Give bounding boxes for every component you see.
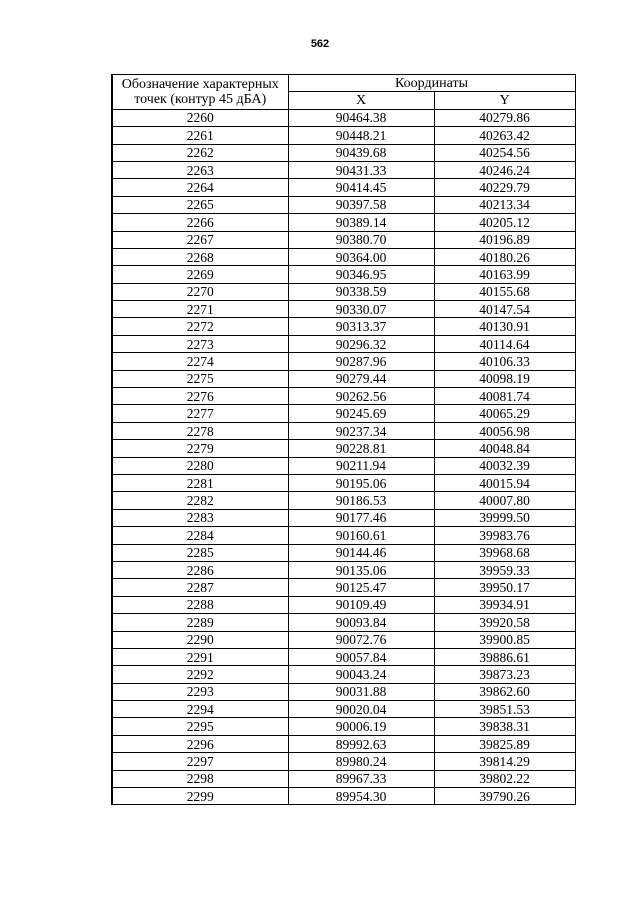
table-row <box>112 179 575 196</box>
point-id-cell: 2282 <box>112 492 288 509</box>
table-row <box>112 614 575 631</box>
x-coordinate-cell: 90313.37 <box>288 318 434 335</box>
x-coordinate-cell: 90439.68 <box>288 144 434 161</box>
y-coordinate-cell: 40081.74 <box>434 388 575 405</box>
point-id-cell: 2287 <box>112 579 288 596</box>
x-coordinate-cell: 90031.88 <box>288 683 434 700</box>
table-row <box>112 109 575 126</box>
x-coordinate-cell: 90338.59 <box>288 283 434 300</box>
x-coordinate-cell: 89992.63 <box>288 735 434 752</box>
y-coordinate-cell: 39886.61 <box>434 648 575 665</box>
point-label-line1: Обозначение характерных <box>121 76 279 92</box>
table-row <box>112 718 575 735</box>
table-row <box>112 405 575 422</box>
table-row <box>112 196 575 213</box>
coordinates-table <box>111 74 576 805</box>
y-coordinate-cell: 40205.12 <box>434 214 575 231</box>
x-coordinate-cell: 90093.84 <box>288 614 434 631</box>
y-coordinate-cell: 39790.26 <box>434 788 575 805</box>
table-row <box>112 283 575 300</box>
x-coordinate-cell: 90177.46 <box>288 509 434 526</box>
point-id-cell: 2284 <box>112 527 288 544</box>
point-id-cell: 2280 <box>112 457 288 474</box>
table-body <box>112 109 575 805</box>
point-id-cell: 2295 <box>112 718 288 735</box>
point-id-cell: 2267 <box>112 231 288 248</box>
x-coordinate-cell: 90057.84 <box>288 648 434 665</box>
point-id-cell: 2273 <box>112 335 288 352</box>
x-coordinate-cell: 90043.24 <box>288 666 434 683</box>
table-row <box>112 492 575 509</box>
point-id-cell: 2296 <box>112 735 288 752</box>
y-coordinate-cell: 40056.98 <box>434 422 575 439</box>
y-coordinate-cell: 39851.53 <box>434 701 575 718</box>
y-coordinate-cell: 39920.58 <box>434 614 575 631</box>
table-row <box>112 127 575 144</box>
x-coordinate-cell: 90397.58 <box>288 196 434 213</box>
y-coordinate-cell: 39862.60 <box>434 683 575 700</box>
table-row <box>112 301 575 318</box>
header-row <box>112 75 575 92</box>
y-coordinate-cell: 40279.86 <box>434 109 575 126</box>
point-id-cell: 2290 <box>112 631 288 648</box>
table-row <box>112 335 575 352</box>
point-id-cell: 2263 <box>112 161 288 178</box>
x-coordinate-cell: 90245.69 <box>288 405 434 422</box>
point-id-cell: 2288 <box>112 596 288 613</box>
y-coordinate-cell: 39959.33 <box>434 561 575 578</box>
y-coordinate-cell: 39999.50 <box>434 509 575 526</box>
x-coordinate-cell: 90125.47 <box>288 579 434 596</box>
y-coordinate-cell: 40007.80 <box>434 492 575 509</box>
y-coordinate-cell: 40180.26 <box>434 248 575 265</box>
table-row <box>112 544 575 561</box>
x-coordinate-cell: 90287.96 <box>288 353 434 370</box>
x-coordinate-cell: 90279.44 <box>288 370 434 387</box>
point-id-cell: 2264 <box>112 179 288 196</box>
x-coordinate-cell: 90135.06 <box>288 561 434 578</box>
table-row <box>112 422 575 439</box>
x-coordinate-cell: 90228.81 <box>288 440 434 457</box>
point-id-cell: 2266 <box>112 214 288 231</box>
point-id-cell: 2271 <box>112 301 288 318</box>
y-column-header: Y <box>434 92 575 109</box>
point-id-cell: 2269 <box>112 266 288 283</box>
y-coordinate-cell: 40106.33 <box>434 353 575 370</box>
point-id-cell: 2299 <box>112 788 288 805</box>
point-id-cell: 2292 <box>112 666 288 683</box>
table-row <box>112 683 575 700</box>
y-coordinate-cell: 40015.94 <box>434 474 575 491</box>
x-coordinate-cell: 90006.19 <box>288 718 434 735</box>
y-coordinate-cell: 40229.79 <box>434 179 575 196</box>
point-id-cell: 2278 <box>112 422 288 439</box>
point-id-cell: 2274 <box>112 353 288 370</box>
y-coordinate-cell: 40065.29 <box>434 405 575 422</box>
point-id-cell: 2279 <box>112 440 288 457</box>
table-row <box>112 440 575 457</box>
point-id-cell: 2268 <box>112 248 288 265</box>
y-coordinate-cell: 39983.76 <box>434 527 575 544</box>
point-id-cell: 2265 <box>112 196 288 213</box>
point-id-cell: 2272 <box>112 318 288 335</box>
table-row <box>112 527 575 544</box>
table-row <box>112 701 575 718</box>
y-coordinate-cell: 40246.24 <box>434 161 575 178</box>
table-row <box>112 579 575 596</box>
y-coordinate-cell: 39838.31 <box>434 718 575 735</box>
y-coordinate-cell: 40147.54 <box>434 301 575 318</box>
y-coordinate-cell: 39950.17 <box>434 579 575 596</box>
table-row <box>112 388 575 405</box>
x-coordinate-cell: 90160.61 <box>288 527 434 544</box>
x-coordinate-cell: 89980.24 <box>288 753 434 770</box>
point-id-cell: 2276 <box>112 388 288 405</box>
table-row <box>112 561 575 578</box>
table-row <box>112 788 575 805</box>
point-id-cell: 2294 <box>112 701 288 718</box>
page-number: 562 <box>310 38 330 50</box>
x-coordinate-cell: 90072.76 <box>288 631 434 648</box>
y-coordinate-cell: 40163.99 <box>434 266 575 283</box>
point-id-cell: 2281 <box>112 474 288 491</box>
table-row <box>112 474 575 491</box>
table-row <box>112 631 575 648</box>
point-column-header <box>112 75 288 110</box>
table-row <box>112 161 575 178</box>
table-row <box>112 735 575 752</box>
x-coordinate-cell: 90389.14 <box>288 214 434 231</box>
x-coordinate-cell: 90144.46 <box>288 544 434 561</box>
x-coordinate-cell: 89954.30 <box>288 788 434 805</box>
y-coordinate-cell: 39814.29 <box>434 753 575 770</box>
y-coordinate-cell: 40196.89 <box>434 231 575 248</box>
table-row <box>112 353 575 370</box>
y-coordinate-cell: 40130.91 <box>434 318 575 335</box>
x-coordinate-cell: 90262.56 <box>288 388 434 405</box>
point-id-cell: 2260 <box>112 109 288 126</box>
table-row <box>112 248 575 265</box>
table-row <box>112 770 575 787</box>
table-row <box>112 509 575 526</box>
table-row <box>112 318 575 335</box>
table-row <box>112 666 575 683</box>
point-id-cell: 2289 <box>112 614 288 631</box>
x-coordinate-cell: 90330.07 <box>288 301 434 318</box>
table-row <box>112 214 575 231</box>
table-row <box>112 370 575 387</box>
x-column-header: X <box>288 92 434 109</box>
x-coordinate-cell: 90364.00 <box>288 248 434 265</box>
table-row <box>112 648 575 665</box>
y-coordinate-cell: 39802.22 <box>434 770 575 787</box>
x-coordinate-cell: 90296.32 <box>288 335 434 352</box>
y-coordinate-cell: 40213.34 <box>434 196 575 213</box>
y-coordinate-cell: 39968.68 <box>434 544 575 561</box>
x-coordinate-cell: 90186.53 <box>288 492 434 509</box>
x-coordinate-cell: 90448.21 <box>288 127 434 144</box>
point-id-cell: 2261 <box>112 127 288 144</box>
table-row <box>112 231 575 248</box>
y-coordinate-cell: 40155.68 <box>434 283 575 300</box>
x-coordinate-cell: 90431.33 <box>288 161 434 178</box>
point-id-cell: 2298 <box>112 770 288 787</box>
x-coordinate-cell: 90211.94 <box>288 457 434 474</box>
point-id-cell: 2262 <box>112 144 288 161</box>
x-coordinate-cell: 90195.06 <box>288 474 434 491</box>
y-coordinate-cell: 40098.19 <box>434 370 575 387</box>
x-coordinate-cell: 90380.70 <box>288 231 434 248</box>
x-coordinate-cell: 90346.95 <box>288 266 434 283</box>
table-row <box>112 144 575 161</box>
y-coordinate-cell: 39873.23 <box>434 666 575 683</box>
point-label-line2: точек (контур 45 дБА) <box>134 91 267 107</box>
point-id-cell: 2286 <box>112 561 288 578</box>
y-coordinate-cell: 40254.56 <box>434 144 575 161</box>
y-coordinate-cell: 39934.91 <box>434 596 575 613</box>
y-coordinate-cell: 40048.84 <box>434 440 575 457</box>
x-coordinate-cell: 89967.33 <box>288 770 434 787</box>
y-coordinate-cell: 39825.89 <box>434 735 575 752</box>
x-coordinate-cell: 90464.38 <box>288 109 434 126</box>
y-coordinate-cell: 39900.85 <box>434 631 575 648</box>
point-id-cell: 2275 <box>112 370 288 387</box>
point-id-cell: 2285 <box>112 544 288 561</box>
x-coordinate-cell: 90414.45 <box>288 179 434 196</box>
point-id-cell: 2293 <box>112 683 288 700</box>
x-coordinate-cell: 90109.49 <box>288 596 434 613</box>
x-coordinate-cell: 90020.04 <box>288 701 434 718</box>
y-coordinate-cell: 40032.39 <box>434 457 575 474</box>
point-id-cell: 2277 <box>112 405 288 422</box>
x-coordinate-cell: 90237.34 <box>288 422 434 439</box>
table-row <box>112 753 575 770</box>
y-coordinate-cell: 40263.42 <box>434 127 575 144</box>
table-row <box>112 596 575 613</box>
point-id-cell: 2283 <box>112 509 288 526</box>
point-id-cell: 2270 <box>112 283 288 300</box>
y-coordinate-cell: 40114.64 <box>434 335 575 352</box>
table-row <box>112 266 575 283</box>
table-row <box>112 457 575 474</box>
coordinates-header: Координаты <box>288 75 575 92</box>
point-id-cell: 2291 <box>112 648 288 665</box>
point-id-cell: 2297 <box>112 753 288 770</box>
